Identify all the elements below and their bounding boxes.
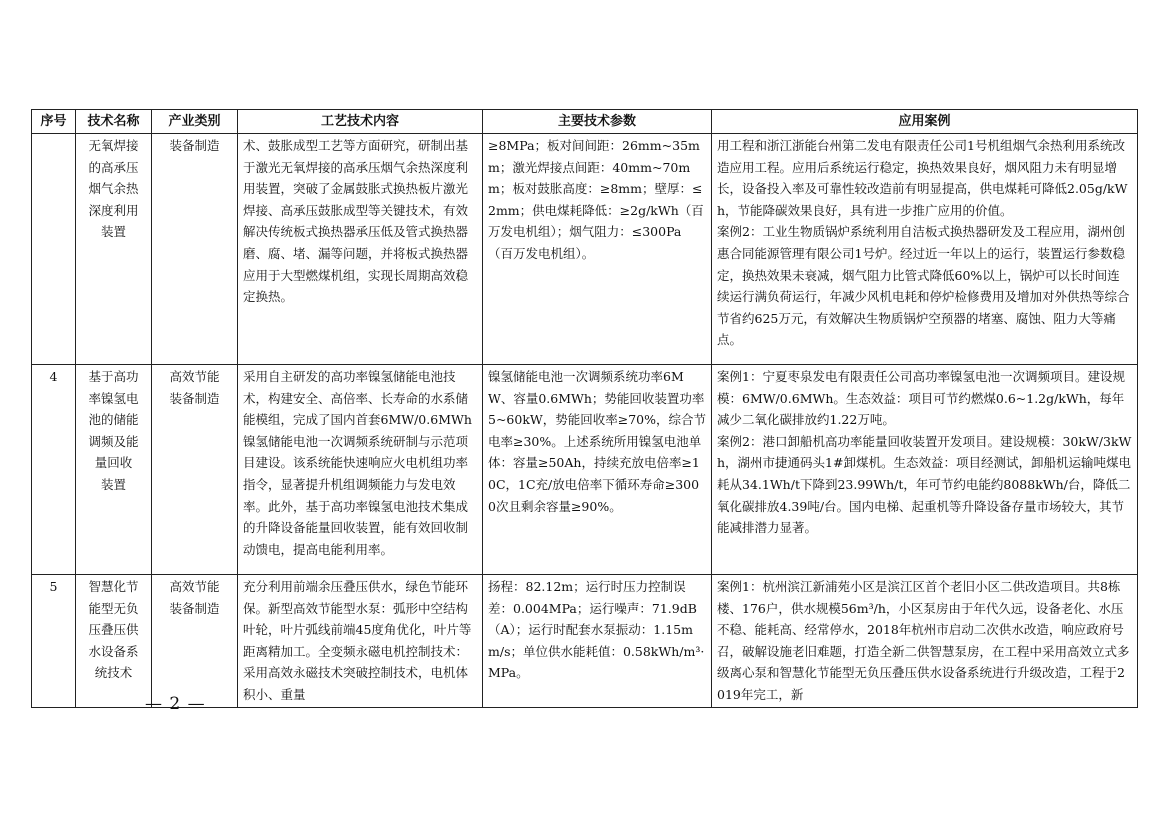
row-industry: 高效节能 装备制造 bbox=[169, 369, 220, 406]
row-tech-name: 基于高功 率镍氢电 池的储能 调频及能 量回收 装置 bbox=[88, 369, 139, 492]
page-number: — 2 — bbox=[145, 694, 206, 714]
row-params: 镍氢储能电池一次调频系统功率6MW、容量0.6MWh；势能回收装置功率5~60kW，势能回收率≥70%，综合节电率≥30%。上述系统所用镍氢电池单体：容量≥50Ah，持续充放电倍率≥10C，1C充/放电倍率下循环寿命≥3000次且剩余容量≥90%。 bbox=[488, 369, 707, 514]
table-row bbox=[32, 365, 1138, 575]
row-params: ≥8MPa；板对间间距：26mm~35mm；激光焊接点间距：40mm~70mm；板对鼓胀高度：≥8mm；壁厚：≤2mm；供电煤耗降低：≥2g/kWh（百万发电机组）；烟气阻力：≤300Pa（百万发电机组）。 bbox=[488, 138, 704, 261]
header-process: 工艺技术内容 bbox=[238, 110, 483, 134]
row-serial: 4 bbox=[32, 365, 76, 575]
header-cases: 应用案例 bbox=[712, 110, 1138, 134]
technology-table bbox=[31, 109, 1138, 708]
header-params: 主要技术参数 bbox=[483, 110, 712, 134]
row-params: 扬程：82.12m；运行时压力控制误差：0.004MPa；运行噪声：71.9dB（A）；运行时配套水泵振动：1.15mm/s；单位供水能耗值：0.58kWh/m³·MPa。 bbox=[488, 579, 705, 681]
row-process: 术、鼓胀成型工艺等方面研究，研制出基于激光无氧焊接的高承压烟气余热深度利用装置，突破了金属鼓胀式换热板片激光焊接、高承压鼓胀成型等关键技术，有效解决传统板式换热器承压低及管式换热器磨、腐、堵、漏等问题，并将板式换热器应用于大型燃煤机组，实现长周期高效稳定换热。 bbox=[243, 138, 469, 305]
row-serial bbox=[32, 134, 76, 365]
table-header-row bbox=[32, 110, 1138, 134]
table-row bbox=[32, 575, 1138, 708]
row-process: 采用自主研发的高功率镍氢储能电池技术，构建安全、高倍率、长寿命的水系储能模组，完成了国内首套6MW/0.6MWh镍氢储能电池一次调频系统研制与示范项目建设。该系统能快速响应火电机组功率指令，显著提升机组调频能力与发电效率。此外，基于高功率镍氢电池技术集成的升降设备能量回收装置，能有效回收制动馈电，提高电能利用率。 bbox=[243, 369, 472, 557]
row-cases: 用工程和浙江浙能台州第二发电有限责任公司1号机组烟气余热利用系统改造应用工程。应用后系统运行稳定，换热效果良好，烟风阻力未有明显增长，设备投入率及可靠性较改造前有明显提高，供电煤耗可降低2.05g/kWh，节能降碳效果良好，具有进一步推广应用的价值。 案例2：工业生物质锅炉系统利用自洁板式换热器研发及工程应用，湖州创惠合同能源管理有限公司1号炉。经过近一年以上的运行，装置运行参数稳定，换热效果未衰减，烟气阻力比管式降低60%以上，锅炉可以长时间连续运行满负荷运行，年减少风机电耗和停炉检修费用及增加对外供热等综合节省约625万元，有效解决生物质锅炉空预器的堵塞、腐蚀、阻力大等痛点。 bbox=[717, 138, 1130, 348]
table-row bbox=[32, 134, 1138, 365]
row-industry: 装备制造 bbox=[169, 138, 220, 153]
header-tech-name: 技术名称 bbox=[76, 110, 152, 134]
header-industry: 产业类别 bbox=[152, 110, 238, 134]
row-cases: 案例1：宁夏枣泉发电有限责任公司高功率镍氢电池一次调频项目。建设规模：6MW/0.6MWh。生态效益：项目可节约燃煤0.6~1.2g/kWh，每年减少二氧化碳排放约1.22万吨。 案例2：港口卸船机高功率能量回收装置开发项目。建设规模：30kW/3kWh，湖州市捷通码头1#卸煤机。生态效益：项目经测试，卸船机运输吨煤电耗从34.1Wh/t下降到23.99Wh/t，年可节约电能约8088kWh/台，降低二氧化碳排放4.39吨/台。国内电梯、起重机等升降设备存量市场较大，其节能减排潜力显著。 bbox=[717, 369, 1132, 536]
row-cases: 案例1：杭州滨江新浦苑小区是滨江区首个老旧小区二供改造项目。共8栋楼、176户，供水规模56m³/h，小区泵房由于年代久远，设备老化、水压不稳、能耗高、经常停水，2018年杭州市启动二次供水改造，响应政府号召，破解设施老旧难题，打造全新二供智慧泵房，在工程中采用高效立式多级离心泵和智慧化节能型无负压叠压供水设备系统进行升级改造，工程于2019年完工，新 bbox=[717, 579, 1130, 702]
row-industry: 高效节能 装备制造 bbox=[169, 579, 220, 616]
header-serial: 序号 bbox=[32, 110, 76, 134]
row-serial: 5 bbox=[32, 575, 76, 708]
row-tech-name: 无氧焊接 的高承压 烟气余热 深度利用 装置 bbox=[88, 138, 139, 240]
row-process: 充分利用前端余压叠压供水，绿色节能环保。新型高效节能型水泵：弧形中空结构叶轮，叶片弧线前端45度角优化，叶片等距离精加工。全变频永磁电机控制技术：采用高效永磁技术突破控制技术，电机体积小、重量 bbox=[243, 579, 472, 702]
row-tech-name: 智慧化节 能型无负 压叠压供 水设备系 统技术 bbox=[88, 579, 139, 681]
